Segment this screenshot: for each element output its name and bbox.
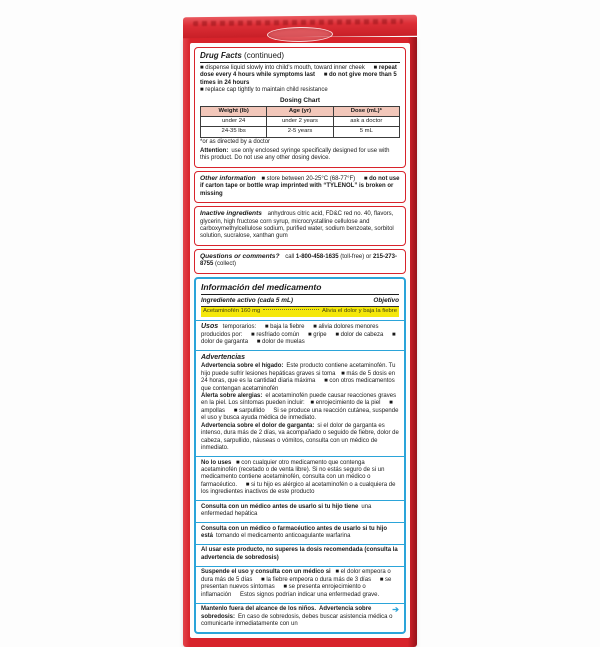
sobredosis-label: Advertencia sobre sobredosis: [201, 606, 372, 620]
store-bullet: ■ store between 20-25°C (68-77°F) [261, 175, 356, 182]
uso-cabeza: ■ dolor de cabeza [335, 331, 384, 338]
continue-arrow-icon: ➔ [392, 605, 399, 615]
suspende-bullet-4: ■ se presenta enrojecimiento o inflamación [201, 584, 366, 598]
cell-dose-2: 5 mL [333, 127, 399, 137]
ingrediente-activo-label: Ingrediente activo (cada 5 mL) [201, 297, 293, 305]
phone-collect: 215-273-8755 [200, 253, 397, 268]
active-ingredient-header [201, 297, 399, 307]
spanish-title: Información del medicamento [201, 282, 399, 296]
alergias-bullet-1: ■ enrojecimiento de la piel [310, 400, 381, 407]
spanish-info-section [194, 277, 406, 634]
back-panel [183, 37, 417, 647]
drug-facts-section [194, 47, 406, 168]
no-lo-uses-section [196, 456, 404, 500]
cell-age-1: under 2 years [267, 116, 333, 126]
al-usar-label: Al usar este producto, no superes la dosis recomendada (consulta la advertencia de sobredosis) [201, 547, 398, 561]
cell-dose-1: ask a doctor [333, 116, 399, 126]
bullet-repeat-dose: ■ repeat dose every 4 hours while symptoms last [200, 64, 397, 79]
questions-label: Questions or comments? [200, 252, 280, 260]
bullet-replace-cap: ■ replace cap tightly to maintain child resistance [200, 87, 328, 94]
higado-label: Advertencia sobre el hígado: [201, 363, 284, 370]
phone-tollfree: 1-800-458-1635 [295, 253, 339, 260]
inactive-ingredients-text: anhydrous citric acid, FD&C red no. 40, flavors, glycerin, high fructose corn syrup, microcrystalline cellulose and carboxymethylcellulose sodium, purified water, sodium benzoate, sorbitol solution, sucralose, xanthan gum [200, 211, 394, 240]
tamper-bullet: ■ do not use if carton tape or bottle wrap imprinted with “TYLENOL” is broken or missing [200, 175, 400, 197]
attention-label: Attention: [200, 147, 229, 154]
col-dose: Dose (mL)* [333, 106, 399, 116]
questions-section [194, 249, 406, 274]
embossed-text-pattern [193, 19, 403, 26]
uso-gripe: ■ gripe [308, 331, 327, 338]
no-lo-uses-label: No lo uses [201, 459, 232, 466]
bullet-do-not-give: ■ do not give more than 5 times in 24 hours [200, 72, 397, 86]
uso-fiebre: ■ baja la fiebre [264, 324, 305, 331]
mantenlo-label: Mantenlo fuera del alcance de los niños. [201, 606, 317, 613]
usos-section [196, 320, 404, 351]
no-uses-bullet-1: ■ con cualquier otro medicamento que contenga acetaminofén (recetado o de venta libre). Si no estás seguro de si un medicamento contiene acetaminofén, consulta con un médico o farmacéutico. [201, 459, 385, 488]
other-information-section [194, 171, 406, 203]
advertencias-section [196, 350, 404, 456]
advertencia-higado [201, 363, 399, 393]
consulta-farmaceutico-label: Consulta con un médico o farmacéutico antes de usarlo si tu hijo está [201, 525, 388, 540]
uso-resfriado: ■ resfriado común [251, 331, 300, 338]
ingrediente-name: Acetaminofén 160 mg [203, 308, 261, 315]
bullet-dispense: ■ dispense liquid slowly into child's mouth, toward inner cheek [200, 64, 365, 71]
suspende-label: Suspende el uso y consulta con un médico si [201, 569, 331, 576]
col-age: Age (yr) [267, 106, 333, 116]
advertencia-garganta [201, 423, 399, 453]
uso-muelas: ■ dolor de muelas [256, 339, 305, 346]
inactive-ingredients-label: Inactive ingredients [200, 210, 262, 218]
higado-text: Este producto contiene acetaminofén. Tu hijo puede sufrir lesiones hepáticas graves si toma [201, 363, 396, 377]
col-weight: Weight (lb) [201, 106, 267, 116]
uso-garganta: ■ dolor de garganta [201, 331, 396, 346]
consulta-medico-section [196, 500, 404, 522]
garganta-label: Advertencia sobre el dolor de garganta: [201, 422, 315, 429]
tollfree-suffix: (toll-free) or [340, 253, 372, 260]
label-area [190, 43, 410, 638]
table-header-row [201, 106, 400, 116]
mantenlo-section [196, 603, 404, 632]
suspende-bullet-1: ■ el dolor empeora o dura más de 5 días [201, 569, 391, 583]
cell-weight-1: under 24 [201, 116, 267, 126]
usos-label: Usos [201, 323, 219, 331]
drug-facts-heading [200, 51, 400, 63]
collect-suffix: (collect) [215, 261, 237, 268]
active-ingredient-row [201, 307, 399, 316]
dotted-leader [263, 309, 319, 310]
higado-bullet-2: ■ con otros medicamentos que contengan acetaminofén [201, 378, 395, 392]
garganta-text: si el dolor de garganta es intenso, dura más de 2 días, va acompañado o seguido de fiebre, dolor de cabeza, sarpullido, náuseas o vómitos, consulta con un médico de inmediato. [201, 422, 399, 452]
alergias-tail: Si se produce una reacción cutánea, suspende el uso y busca ayuda médica de inmediato. [201, 407, 399, 422]
dosing-chart-table [200, 106, 400, 138]
suspende-bullet-3: ■ se presentan nuevos síntomas [201, 576, 392, 591]
call-prefix: call [285, 253, 295, 260]
attention-note [200, 148, 400, 163]
consulta-farmaceutico-section [196, 522, 404, 544]
suspende-section [196, 566, 404, 603]
cell-age-2: 2-5 years [267, 127, 333, 137]
table-row [201, 127, 400, 137]
advertencias-title: Advertencias [201, 353, 245, 361]
table-row [201, 116, 400, 126]
replace-cap-line [200, 87, 400, 94]
suspende-tail: Estos signos podrían indicar una enfermedad grave. [240, 591, 380, 598]
usos-qualifier: temporarios: [222, 324, 257, 331]
alergias-bullet-2: ■ ampollas [201, 400, 393, 414]
drug-facts-continued: (continued) [244, 51, 285, 60]
cell-weight-2: 24-35 lbs [201, 127, 267, 137]
objetivo-label: Objetivo [373, 297, 399, 305]
alergias-bullet-3: ■ sarpullido [233, 407, 265, 414]
sobredosis-text: En caso de sobredosis, debes buscar asistencia médica o comunicarte inmediatamente con un [201, 613, 393, 627]
drug-facts-title: Drug Facts [200, 51, 242, 60]
box-top-flap [183, 15, 417, 38]
dosing-chart-title: Dosing Chart [279, 96, 321, 104]
consulta-medico-label: Consulta con un médico antes de usarlo si tu hijo tiene [201, 503, 359, 510]
other-information-label: Other information [200, 174, 256, 182]
directions-bullets [200, 65, 400, 87]
uso-dolores: ■ alivia dolores menores producidos por: [201, 324, 379, 338]
consulta-farmaceutico-text: tomando el medicamento anticoagulante warfarina [216, 533, 351, 540]
attention-text: use only enclosed syringe specifically designed for use with this product. Do not use any other dosing device. [200, 147, 390, 162]
alergias-text: el acetaminofén puede causar reacciones graves en la piel. Los síntomas pueden incluir: [201, 393, 397, 407]
alergias-label: Alerta sobre alergias: [201, 393, 263, 400]
objetivo-value: Alivia el dolor y baja la fiebre [322, 308, 397, 315]
chart-footnote: *or as directed by a doctor [200, 139, 271, 146]
tylenol-carton [183, 16, 417, 647]
inactive-ingredients-section [194, 206, 406, 246]
higado-bullet-1: ■ más de 5 dosis en 24 horas, que es la cantidad diaria máxima [201, 370, 396, 385]
al-usar-section [196, 544, 404, 566]
no-uses-bullet-2: ■ si tu hijo es alérgico al acetaminofén o a cualquiera de los ingredientes inactivos de este producto [201, 481, 396, 496]
suspende-bullet-2: ■ la fiebre empeora o dura más de 3 días [261, 576, 372, 583]
alerta-alergias [201, 393, 399, 423]
consulta-medico-text: una enfermedad hepática [201, 503, 372, 518]
